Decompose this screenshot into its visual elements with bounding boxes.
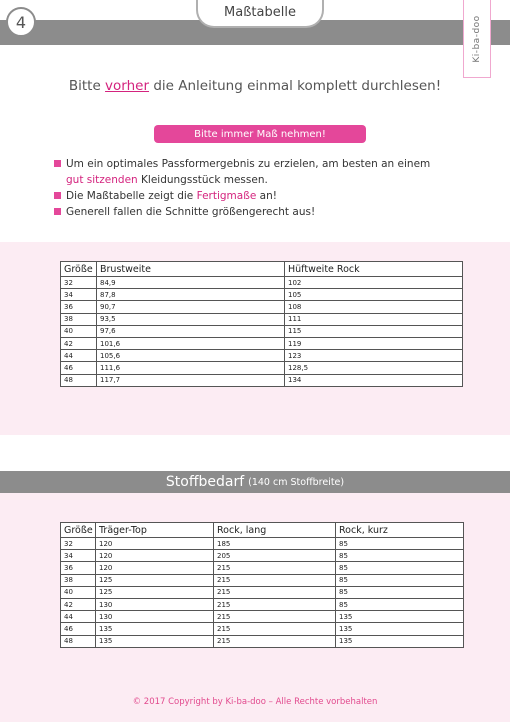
table-row [61, 301, 463, 313]
fabric-subtitle: (140 cm Stoffbreite) [248, 476, 345, 488]
page-number: 4 [6, 7, 36, 37]
measure-hint-banner: Bitte immer Maß nehmen! [154, 125, 366, 143]
table-cell: 38 [61, 574, 96, 586]
table-row [61, 374, 463, 386]
bullet-marker [54, 160, 61, 167]
table-cell: 46 [61, 623, 96, 635]
table-cell: 123 [285, 350, 463, 362]
column-header: Träger-Top [96, 523, 214, 538]
intro-after: die Anleitung einmal komplett durchlesen! [149, 78, 442, 94]
table-cell: 215 [214, 586, 336, 598]
table-cell: 48 [61, 374, 97, 386]
copyright-footer: © 2017 Copyright by Ki-ba-doo – Alle Rechte vorbehalten [132, 697, 378, 707]
table-header-row [61, 523, 464, 538]
table-row [61, 277, 463, 289]
table-cell: 120 [96, 562, 214, 574]
table-cell: 38 [61, 313, 97, 325]
column-header: Größe [61, 523, 96, 538]
table-cell: 130 [96, 611, 214, 623]
table-cell: 135 [336, 635, 464, 647]
table-cell: 90,7 [97, 301, 285, 313]
table-cell: 185 [214, 538, 336, 550]
table-cell: 215 [214, 598, 336, 610]
table-cell: 105,6 [97, 350, 285, 362]
table-cell: 108 [285, 301, 463, 313]
table-cell: 42 [61, 337, 97, 349]
table-cell: 40 [61, 325, 97, 337]
table-cell: 32 [61, 538, 96, 550]
brand-logo [463, 0, 491, 78]
table-row [61, 538, 464, 550]
table-row [61, 550, 464, 562]
table-cell: 125 [96, 574, 214, 586]
table-cell: 85 [336, 586, 464, 598]
table-cell: 40 [61, 586, 96, 598]
table-cell: 85 [336, 598, 464, 610]
bullet-item [52, 204, 472, 220]
intro-text [0, 78, 510, 94]
table-cell: 102 [285, 277, 463, 289]
table-row [61, 598, 464, 610]
table-row [61, 623, 464, 635]
table-cell: 101,6 [97, 337, 285, 349]
table-cell: 205 [214, 550, 336, 562]
table-row [61, 635, 464, 647]
bullet-marker [54, 208, 61, 215]
table-row [61, 562, 464, 574]
table-cell: 34 [61, 289, 97, 301]
fabric-table [60, 522, 464, 648]
table-cell: 44 [61, 350, 97, 362]
fabric-title: Stoffbedarf [165, 474, 245, 490]
column-header: Rock, kurz [336, 523, 464, 538]
bullet-highlight: Fertigmaße [196, 190, 257, 202]
bullet-marker [54, 192, 61, 199]
column-header: Rock, lang [214, 523, 336, 538]
table-row [61, 574, 464, 586]
table-cell: 93,5 [97, 313, 285, 325]
table-cell: 85 [336, 538, 464, 550]
bullet-text: Generell fallen die Schnitte größengerecht aus! [66, 206, 316, 218]
table-cell: 215 [214, 623, 336, 635]
table-cell: 135 [336, 623, 464, 635]
table-row [61, 362, 463, 374]
table-cell: 85 [336, 574, 464, 586]
column-header: Größe [61, 262, 97, 277]
table-cell: 215 [214, 611, 336, 623]
table-cell: 97,6 [97, 325, 285, 337]
page-title: Maßtabelle [196, 0, 324, 28]
table-cell: 85 [336, 550, 464, 562]
table-cell: 34 [61, 550, 96, 562]
table-cell: 125 [96, 586, 214, 598]
table-cell: 48 [61, 635, 96, 647]
table-cell: 120 [96, 550, 214, 562]
table-row [61, 586, 464, 598]
table-cell: 135 [96, 635, 214, 647]
table-cell: 111,6 [97, 362, 285, 374]
table-row [61, 350, 463, 362]
table-cell: 85 [336, 562, 464, 574]
table-cell: 105 [285, 289, 463, 301]
table-cell: 115 [285, 325, 463, 337]
table-cell: 36 [61, 562, 96, 574]
table-cell: 215 [214, 635, 336, 647]
bullet-text: Die Maßtabelle zeigt die [66, 190, 197, 202]
table-row [61, 289, 463, 301]
table-cell: 134 [285, 374, 463, 386]
fabric-section-header [0, 471, 510, 493]
table-cell: 215 [214, 562, 336, 574]
bullet-text: Um ein optimales Passformergebnis zu erzielen, am besten an einem [66, 158, 431, 170]
table-row [61, 337, 463, 349]
table-cell: 135 [96, 623, 214, 635]
bullet-item [52, 156, 472, 188]
intro-before: Bitte [68, 78, 106, 94]
table-cell: 87,8 [97, 289, 285, 301]
table-cell: 42 [61, 598, 96, 610]
table-cell: 215 [214, 574, 336, 586]
column-header: Hüftweite Rock [285, 262, 463, 277]
table-cell: 111 [285, 313, 463, 325]
table-row [61, 611, 464, 623]
column-header: Brustweite [97, 262, 285, 277]
table-cell: 120 [96, 538, 214, 550]
bullet-text: an! [256, 190, 277, 202]
table-cell: 32 [61, 277, 97, 289]
table-row [61, 313, 463, 325]
table-cell: 117,7 [97, 374, 285, 386]
table-cell: 130 [96, 598, 214, 610]
bullet-list [52, 156, 472, 220]
table-cell: 44 [61, 611, 96, 623]
table-cell: 135 [336, 611, 464, 623]
table-cell: 84,9 [97, 277, 285, 289]
table-cell: 119 [285, 337, 463, 349]
intro-highlight: vorher [105, 78, 150, 94]
size-table [60, 261, 463, 387]
table-cell: 46 [61, 362, 97, 374]
brand-logo-text: Ki-ba-doo [472, 14, 482, 63]
table-row [61, 325, 463, 337]
table-header-row [61, 262, 463, 277]
bullet-text: Kleidungsstück messen. [137, 174, 268, 186]
table-cell: 36 [61, 301, 97, 313]
table-cell: 128,5 [285, 362, 463, 374]
bullet-item [52, 188, 472, 204]
bullet-highlight: gut sitzenden [66, 174, 138, 186]
